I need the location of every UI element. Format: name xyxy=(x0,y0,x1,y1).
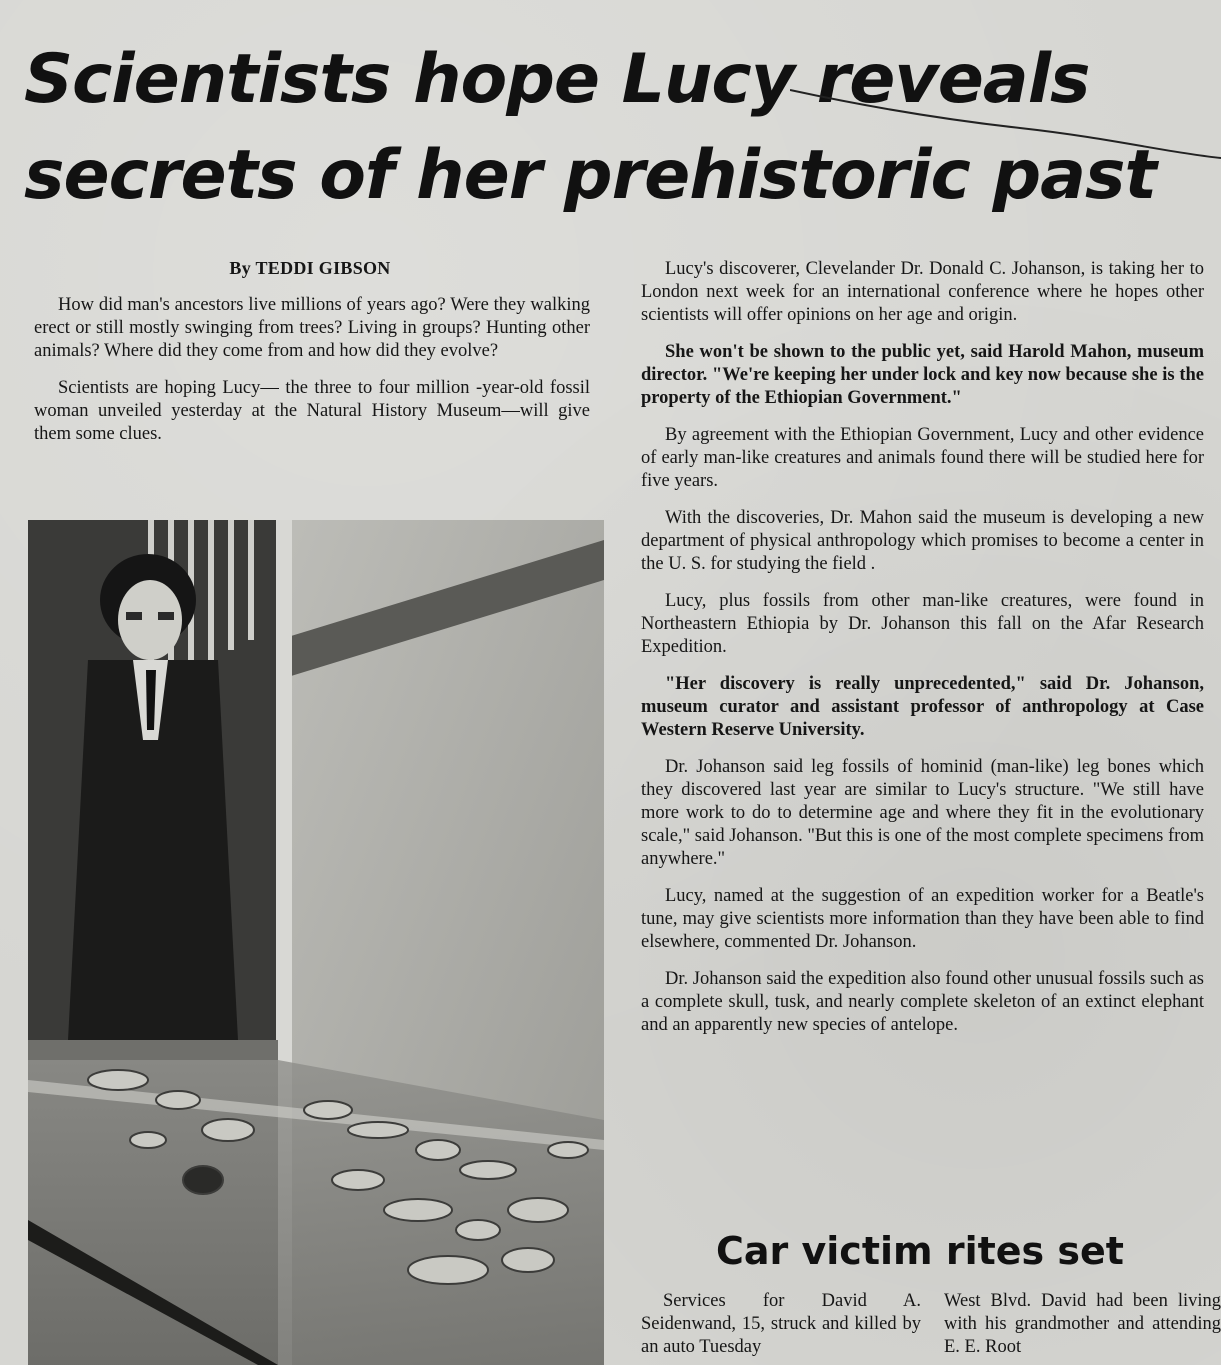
right-column xyxy=(641,258,1204,1051)
left-paragraph: Scientists are hoping Lucy— the three to four million -year-old fossil woman unveiled yesterday at the Natural History Museum—will give them some clues. xyxy=(34,378,590,444)
right-paragraph-quote: "Her discovery is really unprecedented," said Dr. Johanson, museum curator and assistant professor of anthropology at Case Western Reserve University. xyxy=(641,674,1204,740)
bottom-paragraph: Services for David A. Seidenwand, 15, struck and killed by an auto Tuesday xyxy=(641,1291,921,1357)
byline: By TEDDI GIBSON xyxy=(229,258,391,278)
bottom-story-col-1 xyxy=(641,1290,921,1359)
right-paragraph-quote: She won't be shown to the public yet, said Harold Mahon, museum director. "We're keeping her under lock and key now because she is the property of the Ethiopian Government." xyxy=(641,342,1204,408)
left-column xyxy=(34,294,590,460)
right-paragraph: Dr. Johanson said leg fossils of hominid (man-like) leg bones which they discovered last year are similar to Lucy's structure. "We still have more work to do to determine age and where they fit in the evolutionary scale," said Johanson. "But this is one of the most complete specimens from anywhere." xyxy=(641,757,1204,869)
right-paragraph: Lucy's discoverer, Clevelander Dr. Donald C. Johanson, is taking her to London next week for an international conference where he hopes other scientists will offer opinions on her age and origin. xyxy=(641,259,1204,325)
right-paragraph: Dr. Johanson said the expedition also found other unusual fossils such as a complete skull, tusk, and nearly complete skeleton of an extinct elephant and an apparently new species of antelope. xyxy=(641,969,1204,1035)
bottom-paragraph: West Blvd. David had been living with his grandmother and attending E. E. Root xyxy=(944,1291,1221,1357)
right-paragraph: By agreement with the Ethiopian Government, Lucy and other evidence of early man-like creatures and animals found there will be studied here for five years. xyxy=(641,425,1204,491)
subhead: Car victim rites set xyxy=(716,1229,1124,1273)
left-paragraph: How did man's ancestors live millions of years ago? Were they walking erect or still mostly swinging from trees? Living in groups? Hunting other animals? Where did they come from and how did they evolve? xyxy=(34,295,590,361)
headline-line-1: Scientists hope Lucy reveals xyxy=(24,40,1090,119)
right-paragraph: Lucy, named at the suggestion of an expedition worker for a Beatle's tune, may give scientists more information than they have been able to find elsewhere, commented Dr. Johanson. xyxy=(641,886,1204,952)
paper-crease-line xyxy=(790,78,1221,168)
right-paragraph: Lucy, plus fossils from other man-like creatures, were found in Northeastern Ethiopia by Dr. Johanson this fall on the Afar Research Expedition. xyxy=(641,591,1204,657)
bottom-story-col-2 xyxy=(944,1290,1221,1359)
museum-photo xyxy=(28,520,604,1365)
photo-illustration xyxy=(28,520,604,1365)
right-paragraph: With the discoveries, Dr. Mahon said the museum is developing a new department of physical anthropology which promises to become a center in the U. S. for studying the field . xyxy=(641,508,1204,574)
headline-line-2: secrets of her prehistoric past xyxy=(24,136,1157,215)
